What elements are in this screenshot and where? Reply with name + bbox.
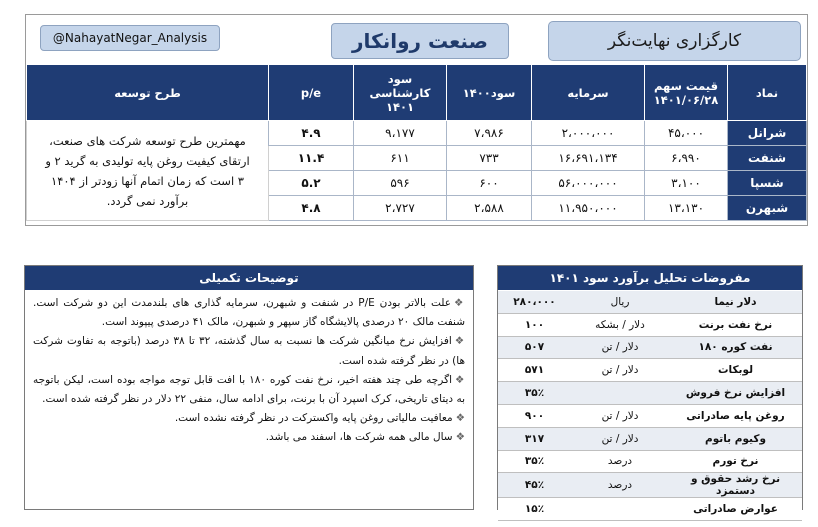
- assumption-value: ۴۵٪: [498, 473, 571, 498]
- profit-1400-cell: ۶۰۰: [447, 171, 532, 196]
- assumption-unit: دلار / تن: [571, 404, 669, 427]
- note-text: اگرچه طی چند هفته اخیر، نرخ نفت کوره ۱۸۰ با افت قابل توجه مواجه بوده است، لیکن باتوجه به دیتای تاریخی، کرک اسپرد آن با برنت، برای ادامه سال، منفی ۲۲ دلار در نظر گرفته شده است.: [33, 373, 465, 406]
- price-cell: ۴۵،۰۰۰: [645, 121, 728, 146]
- brokerage-name: کارگزاری نهایت‌نگر: [548, 21, 801, 61]
- note-text: افزایش نرخ میانگین شرکت ها نسبت به سال گذشته، ۳۲ تا ۳۸ درصد (باتوجه به تفاوت شرکت ها) در نظر گرفته شده است.: [33, 335, 465, 367]
- col-profit-1401: سود کارشناسی ۱۴۰۱: [354, 65, 447, 121]
- assumption-value: ۲۸۰،۰۰۰: [498, 291, 571, 313]
- table-row: [498, 404, 802, 427]
- profit-1401-cell: ۶۱۱: [354, 146, 447, 171]
- assumption-value: ۳۵٪: [498, 382, 571, 405]
- assumption-label: نرخ نفت برنت: [669, 313, 802, 336]
- table-row: [498, 359, 802, 382]
- assumption-value: ۱۵٪: [498, 498, 571, 521]
- profit-1401-cell: ۲،۷۲۷: [354, 196, 447, 221]
- capital-cell: ۱۶،۶۹۱،۱۳۴: [532, 146, 645, 171]
- capital-cell: ۵۶،۰۰۰،۰۰۰: [532, 171, 645, 196]
- capital-cell: ۲،۰۰۰،۰۰۰: [532, 121, 645, 146]
- col-pe: p/e: [269, 65, 354, 121]
- page-title: صنعت روانکار: [331, 23, 509, 59]
- assumption-label: وکیوم باتوم: [669, 427, 802, 450]
- price-cell: ۱۳،۱۳۰: [645, 196, 728, 221]
- table-row: [498, 336, 802, 359]
- assumption-label: نرخ رشد حقوق و دستمزد: [669, 473, 802, 498]
- bullet-icon: ❖: [454, 297, 466, 309]
- assumption-label: نرخ تورم: [669, 450, 802, 473]
- note-text: معافیت مالیاتی روغن پایه واکسترکت در نظر گرفته نشده است.: [174, 412, 453, 425]
- assumptions-table: [498, 291, 802, 521]
- assumption-label: لوبکات: [669, 359, 802, 382]
- bullet-icon: ❖: [455, 431, 465, 444]
- assumption-label: افزایش نرخ فروش: [669, 382, 802, 405]
- bullet-icon: ❖: [454, 373, 465, 386]
- assumption-unit: درصد: [571, 450, 669, 473]
- table-row: [498, 473, 802, 498]
- price-cell: ۶،۹۹۰: [645, 146, 728, 171]
- pe-cell: ۵.۲: [269, 171, 354, 196]
- col-development-plan: طرح توسعه: [27, 65, 269, 121]
- pe-cell: ۴.۹: [269, 121, 354, 146]
- bullet-icon: ❖: [455, 412, 465, 425]
- symbol-cell: شبهرن: [728, 196, 807, 221]
- assumption-label: روغن پایه صادراتی: [669, 404, 802, 427]
- list-item: [33, 428, 465, 447]
- list-item: [33, 409, 465, 428]
- profit-1401-cell: ۵۹۶: [354, 171, 447, 196]
- pe-cell: ۱۱.۴: [269, 146, 354, 171]
- table-row: [27, 121, 807, 146]
- assumption-value: ۳۵٪: [498, 450, 571, 473]
- list-item: [33, 294, 465, 332]
- assumption-unit: دلار / تن: [571, 427, 669, 450]
- assumption-value: ۵۰۷: [498, 336, 571, 359]
- note-text: سال مالی همه شرکت ها، اسفند می باشد.: [265, 431, 453, 444]
- assumption-unit: دلار / تن: [571, 359, 669, 382]
- assumption-unit: دلار / بشکه: [571, 313, 669, 336]
- assumptions-title: مفروضات تحلیل برآورد سود ۱۴۰۱: [498, 266, 802, 290]
- assumption-value: ۵۷۱: [498, 359, 571, 382]
- assumption-label: نفت کوره ۱۸۰: [669, 336, 802, 359]
- bullet-icon: ❖: [454, 335, 465, 348]
- list-item: [33, 371, 465, 409]
- list-item: [33, 332, 465, 370]
- symbol-cell: شنفت: [728, 146, 807, 171]
- assumption-value: ۱۰۰: [498, 313, 571, 336]
- col-price: قیمت سهم ۱۴۰۱/۰۶/۲۸: [645, 65, 728, 121]
- pe-cell: ۴.۸: [269, 196, 354, 221]
- notes-list: [33, 294, 465, 448]
- notes-title: توضیحات تکمیلی: [25, 266, 473, 290]
- notes-panel: [24, 265, 474, 510]
- assumption-value: ۹۰۰: [498, 404, 571, 427]
- col-capital: سرمایه: [532, 65, 645, 121]
- table-row: [498, 498, 802, 521]
- industry-summary-panel: [25, 14, 808, 226]
- col-profit-1400: سود۱۴۰۰: [447, 65, 532, 121]
- capital-cell: ۱۱،۹۵۰،۰۰۰: [532, 196, 645, 221]
- assumption-unit: درصد: [571, 473, 669, 498]
- profit-1400-cell: ۷۳۳: [447, 146, 532, 171]
- table-row: [498, 291, 802, 313]
- stocks-table: [26, 64, 807, 221]
- col-symbol: نماد: [728, 65, 807, 121]
- table-header-row: [27, 65, 807, 121]
- table-row: [498, 382, 802, 405]
- assumption-label: دلار نیما: [669, 291, 802, 313]
- table-row: [498, 427, 802, 450]
- assumption-unit: ریال: [571, 291, 669, 313]
- profit-1400-cell: ۷،۹۸۶: [447, 121, 532, 146]
- assumption-unit: [571, 498, 669, 521]
- assumption-value: ۳۱۷: [498, 427, 571, 450]
- symbol-cell: شسپا: [728, 171, 807, 196]
- symbol-cell: شرانل: [728, 121, 807, 146]
- assumption-unit: دلار / تن: [571, 336, 669, 359]
- social-handle: @NahayatNegar_Analysis: [40, 25, 220, 51]
- table-row: [498, 450, 802, 473]
- price-cell: ۳،۱۰۰: [645, 171, 728, 196]
- assumption-label: عوارض صادراتی: [669, 498, 802, 521]
- note-text: علت بالاتر بودن P/E در شنفت و شبهرن، سرمایه گذاری های بلندمدت این دو شرکت است. شنفت مالک ۲۰ درصدی پالایشگاه گاز سپهر و شبهرن، مالک ۴۱ درصدی پیپوند است.: [33, 297, 465, 329]
- assumption-unit: [571, 382, 669, 405]
- development-plan-text: مهمترین طرح توسعه شرکت های صنعت، ارتقای کیفیت روغن پایه تولیدی به گرید ۲ و ۳ است که زمان اتمام آنها زودتر از ۱۴۰۴ برآورد نمی گردد.: [27, 121, 269, 221]
- profit-1400-cell: ۲،۵۸۸: [447, 196, 532, 221]
- table-row: [498, 313, 802, 336]
- assumptions-panel: [497, 265, 803, 516]
- profit-1401-cell: ۹،۱۷۷: [354, 121, 447, 146]
